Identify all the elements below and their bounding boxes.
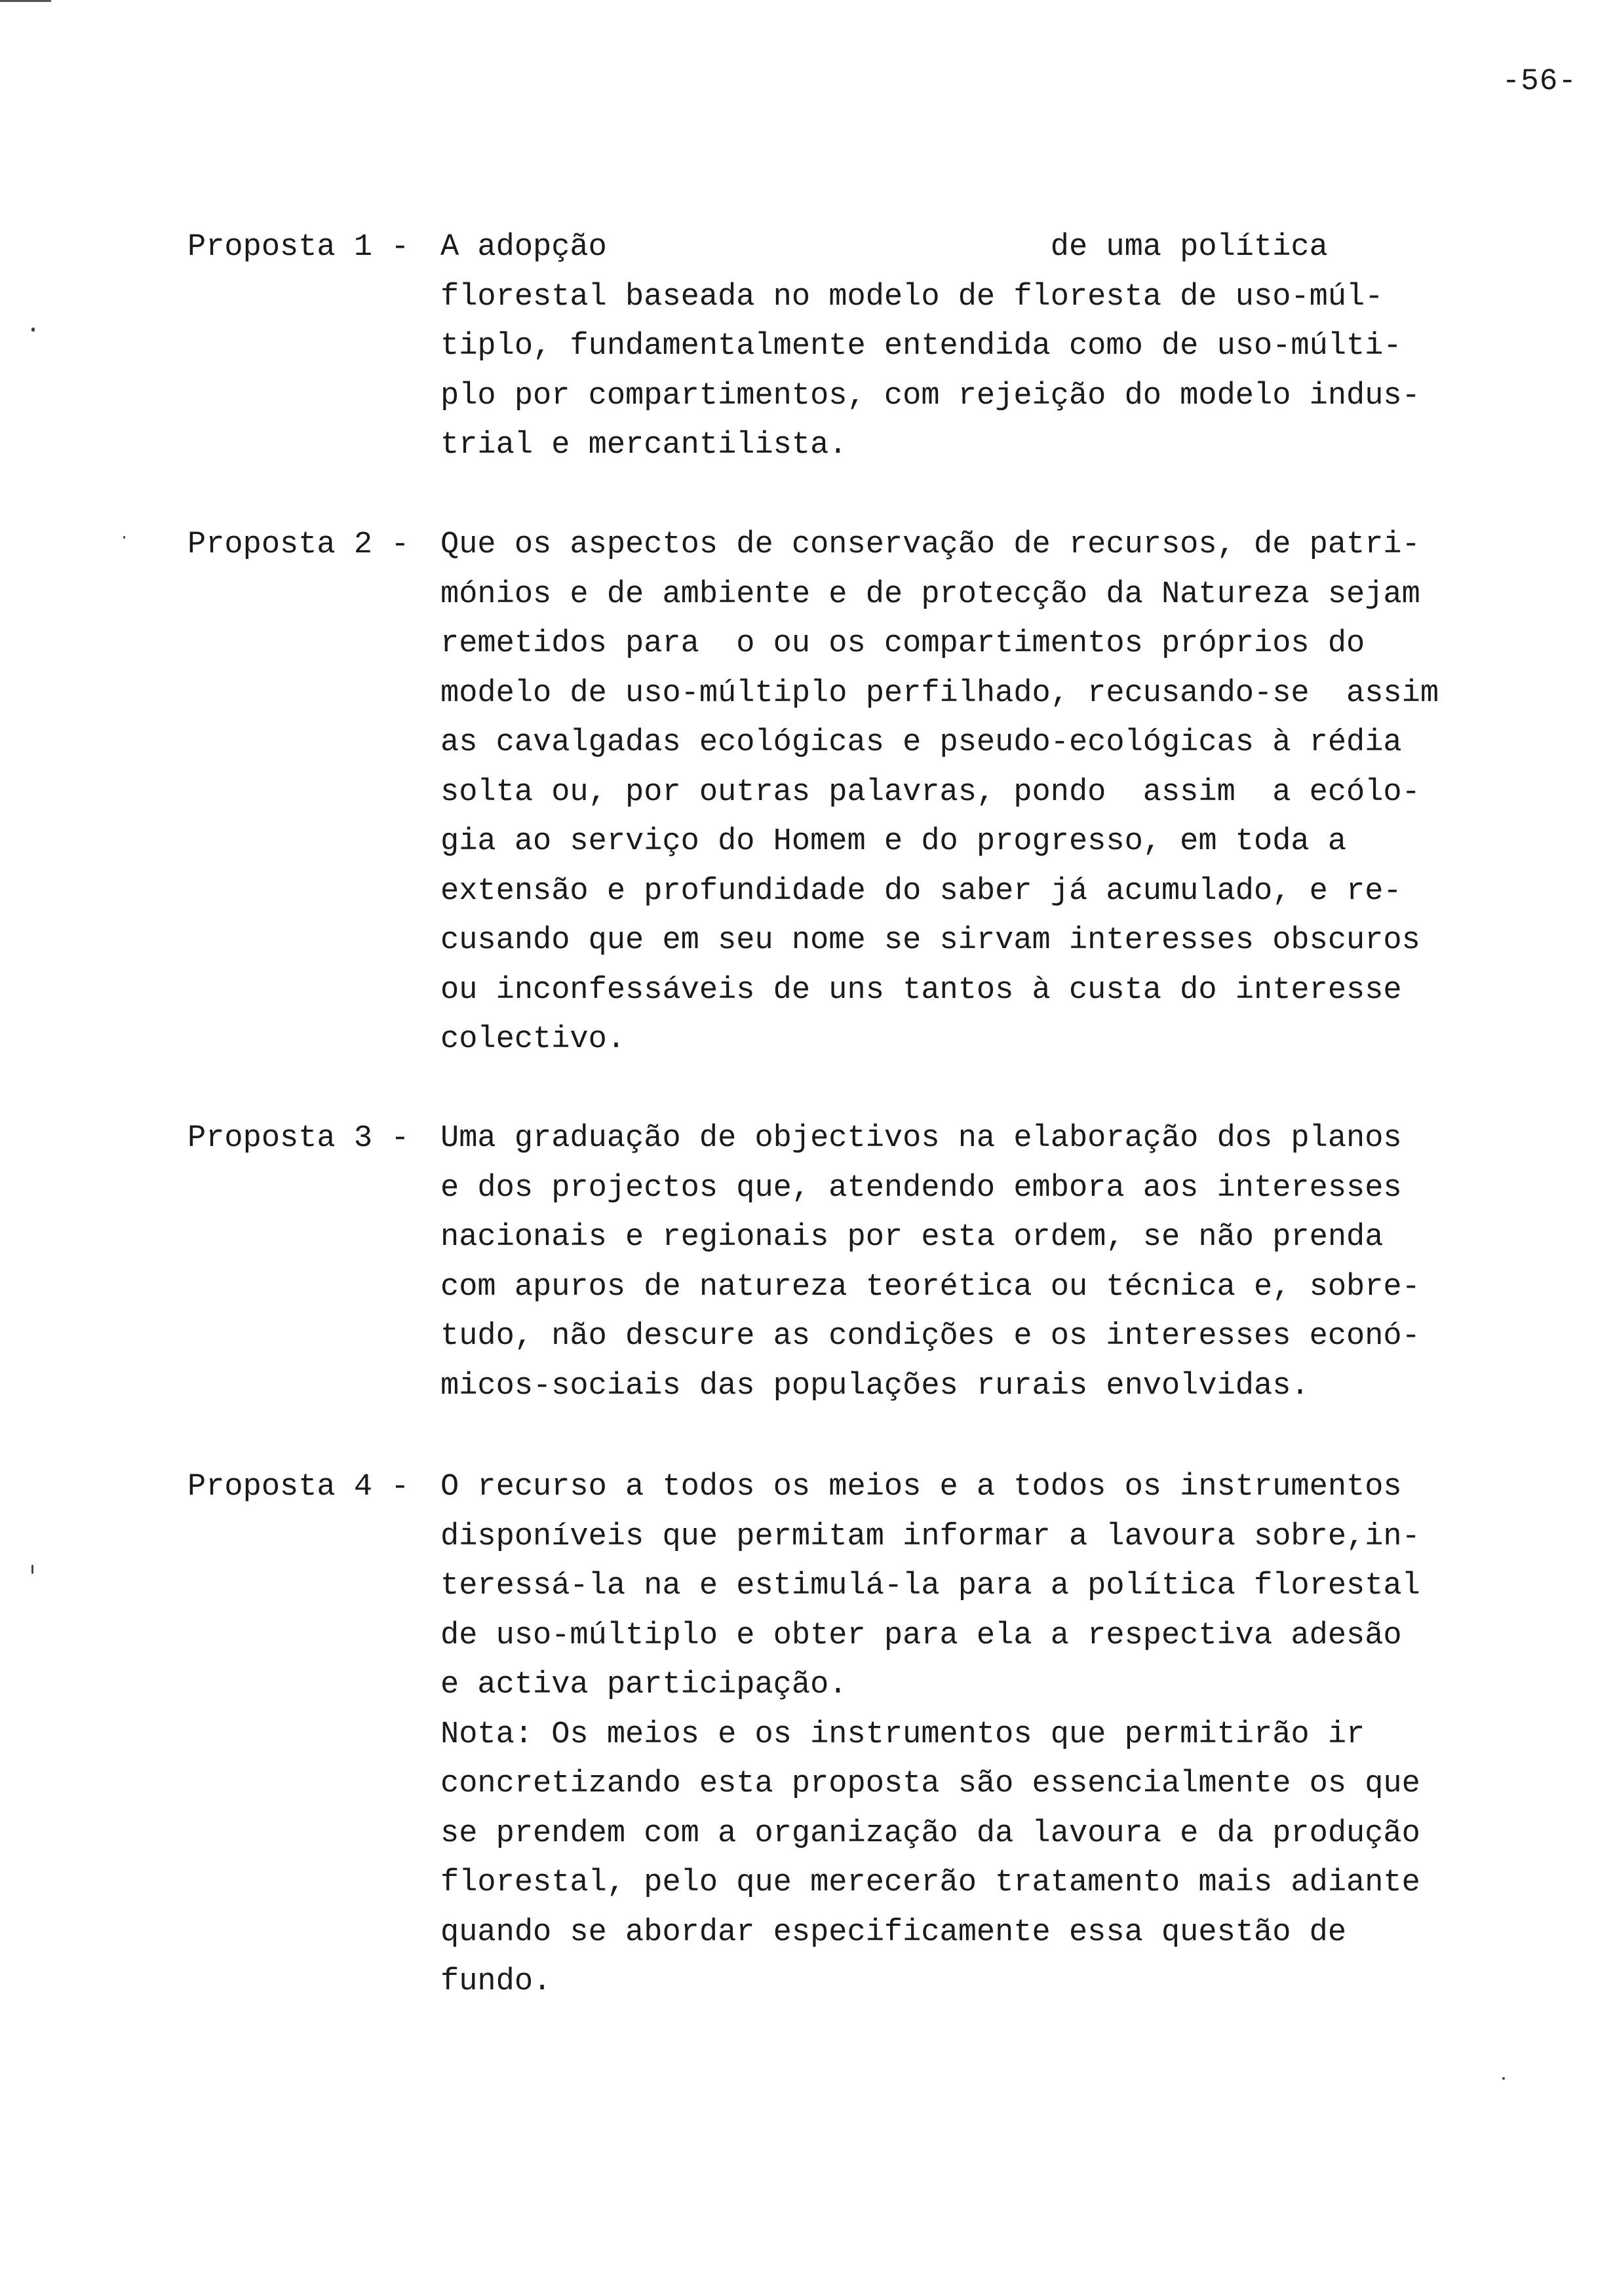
scan-speck	[31, 1565, 33, 1574]
note-line: se prendem com a organização da lavoura e da produção	[440, 1816, 1420, 1851]
proposal-label: Proposta 3 -	[187, 1121, 428, 1156]
proposal-line: disponíveis que permitam informar a lavoura sobre,in-	[440, 1519, 1420, 1554]
proposal-line: de uso-múltiplo e obter para ela a respectiva adesão	[440, 1618, 1402, 1653]
proposal-label: Proposta 1 -	[187, 230, 428, 265]
proposal-body	[440, 520, 1515, 1065]
note-line: Nota: Os meios e os instrumentos que permitirão ir	[440, 1717, 1365, 1752]
proposal-line: florestal baseada no modelo de floresta de uso-múl-	[440, 279, 1384, 315]
proposal-line: mónios e de ambiente e de protecção da Natureza sejam	[440, 577, 1420, 612]
proposal-line: e activa participação.	[440, 1668, 847, 1702]
proposal-body	[440, 223, 1515, 470]
scan-speck	[31, 328, 35, 332]
top-edge-rule	[0, 0, 51, 2]
scan-speck	[1502, 2077, 1505, 2080]
proposal-line: gia ao serviço do Homem e do progresso, em toda a	[440, 824, 1347, 859]
note-line: quando se abordar especificamente essa questão de	[440, 1915, 1347, 1950]
proposal-line: com apuros de natureza teorética ou técnica e, sobre-	[440, 1269, 1420, 1305]
proposal-note	[440, 1710, 1515, 2007]
proposal-line: teressá-la na e estimulá-la para a política florestal	[440, 1569, 1420, 1603]
proposal-line: O recurso a todos os meios e a todos os instrumentos	[440, 1470, 1402, 1504]
proposal-label: Proposta 4 -	[187, 1470, 428, 1504]
proposal-2	[187, 520, 1531, 1065]
proposal-line: cusando que em seu nome se sirvam interesses obscuros	[440, 923, 1420, 958]
proposal-line: tudo, não descure as condições e os interesses econó-	[440, 1319, 1420, 1354]
proposal-line: colectivo.	[440, 1022, 626, 1057]
proposal-line: micos-sociais das populações rurais envolvidas.	[440, 1368, 1310, 1404]
proposal-1	[187, 223, 1531, 470]
note-line: concretizando esta proposta são essencialmente os que	[440, 1767, 1420, 1801]
proposal-line: plo por compartimentos, com rejeição do modelo indus-	[440, 378, 1420, 413]
proposal-line: tiplo, fundamentalmente entendida como de uso-múlti-	[440, 329, 1402, 364]
proposal-line: solta ou, por outras palavras, pondo assim a ecólo-	[440, 775, 1420, 810]
proposal-line: modelo de uso-múltiplo perfilhado, recusando-se assim	[440, 676, 1439, 711]
proposal-line: e dos projectos que, atendendo embora aos interesses	[440, 1170, 1402, 1206]
proposal-label: Proposta 2 -	[187, 527, 428, 562]
proposal-line: Uma graduação de objectivos na elaboração dos planos	[440, 1121, 1402, 1156]
proposal-line: extensão e profundidade do saber já acumulado, e re-	[440, 873, 1402, 909]
scan-speck	[123, 536, 125, 539]
proposal-line: remetidos para o ou os compartimentos próprios do	[440, 626, 1365, 661]
proposal-line: Que os aspectos de conservação de recursos, de patri-	[440, 527, 1420, 562]
proposal-line: nacionais e regionais por esta ordem, se não prenda	[440, 1220, 1384, 1255]
proposal-3	[187, 1114, 1531, 1411]
page-number: -56-	[1502, 64, 1577, 98]
proposal-body	[440, 1463, 1515, 2007]
proposal-body	[440, 1114, 1515, 1411]
note-line: fundo.	[440, 1964, 552, 1999]
proposal-line: as cavalgadas ecológicas e pseudo-ecológicas à rédia	[440, 725, 1402, 760]
proposal-4	[187, 1463, 1531, 2007]
note-line: florestal, pelo que merecerão tratamento mais adiante	[440, 1866, 1420, 1900]
proposal-line: ou inconfessáveis de uns tantos à custa do interesse	[440, 972, 1402, 1008]
proposal-line: A adopção de uma política	[440, 230, 1328, 265]
proposal-line: trial e mercantilista.	[440, 428, 847, 463]
